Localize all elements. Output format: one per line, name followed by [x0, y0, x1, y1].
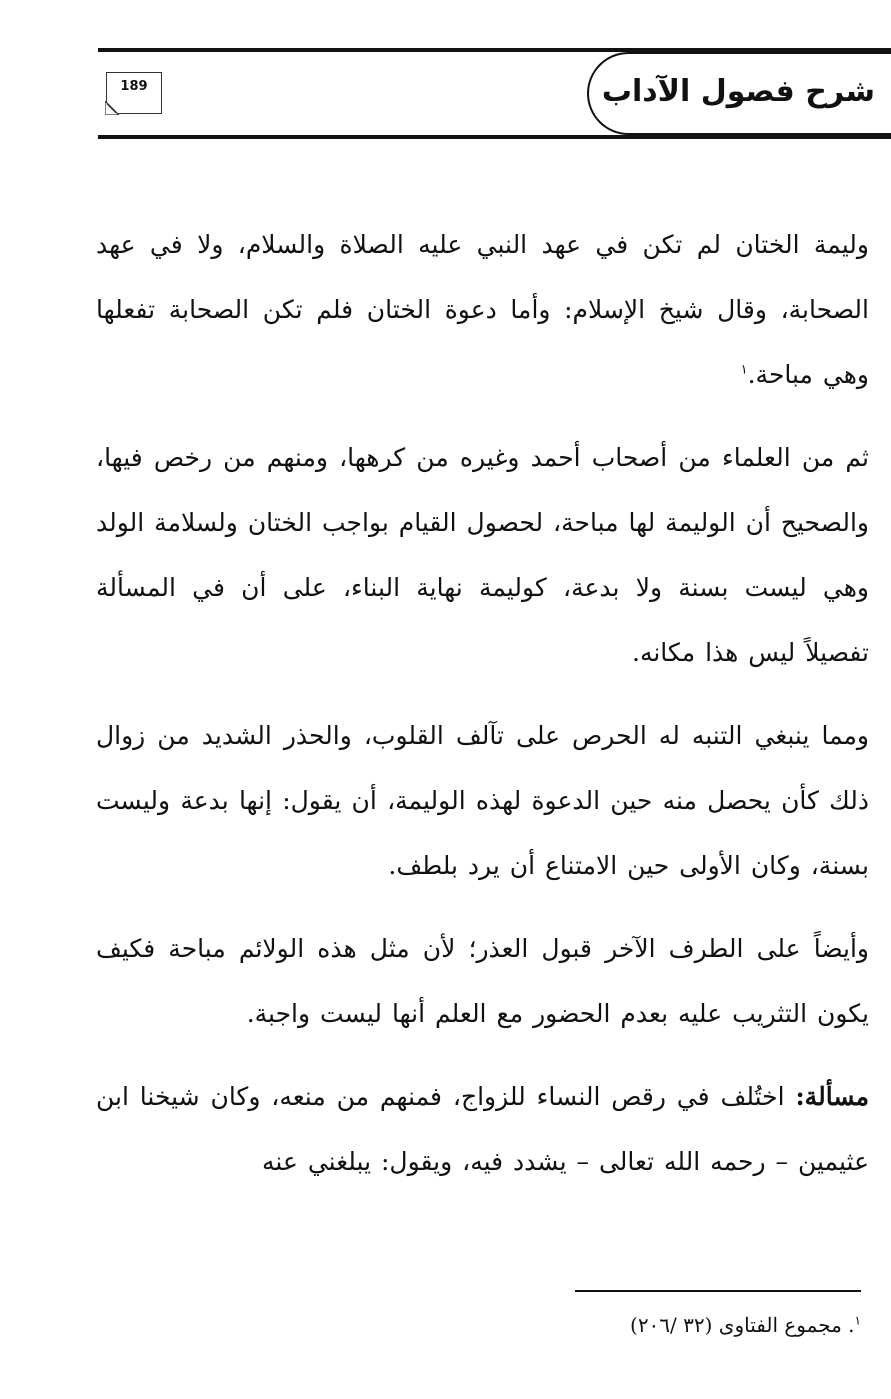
footnote-text: . مجموع الفتاوى (٣٢ /٢٠٦) [630, 1313, 855, 1337]
paragraph-text: وليمة الختان لم تكن في عهد النبي عليه الصلاة والسلام، ولا في عهد الصحابة، وقال شيخ الإسلام: وأما دعوة الختان فلم تكن الصحابة تفعلها وهي مباحة. [96, 230, 869, 389]
footnote-marker: ١ [740, 362, 748, 378]
paragraph-text: ومما ينبغي التنبه له الحرص على تآلف القلوب، والحذر الشديد من زوال ذلك كأن يحصل منه حين الدعوة لهذه الوليمة، أن يقول: إنها بدعة وليست بسنة، وكان الأولى حين الامتناع أن يرد بلطف. [96, 721, 869, 880]
header-bottom-rule [98, 135, 891, 139]
footnote [630, 1313, 861, 1337]
footnote-divider [575, 1290, 861, 1292]
page-header [98, 48, 891, 143]
page-curl-icon [105, 101, 119, 115]
page-body [96, 212, 869, 1194]
book-title: شرح فصول الآداب [601, 74, 875, 109]
paragraph-text: وأيضاً على الطرف الآخر قبول العذر؛ لأن مثل هذه الولائم مباحة فكيف يكون التثريب عليه بعدم الحضور مع العلم أنها ليست واجبة. [96, 934, 869, 1028]
footnote-number: ١ [854, 1313, 861, 1328]
page-number: 189 [120, 79, 148, 94]
paragraph-hearts-harmony [96, 703, 869, 898]
paragraph-masala [96, 1064, 869, 1194]
book-title-frame [587, 52, 891, 135]
paragraph-accept-excuse [96, 916, 869, 1046]
paragraph-walimat-khitan [96, 212, 869, 407]
paragraph-text: اختُلف في رقص النساء للزواج، فمنهم من منعه، وكان شيخنا ابن عثيمين – رحمه الله تعالى – يشدد فيه، ويقول: يبلغني عنه [96, 1082, 869, 1176]
paragraph-scholars-opinion [96, 425, 869, 685]
masala-term: مسألة: [795, 1082, 870, 1111]
paragraph-text: ثم من العلماء من أصحاب أحمد وغيره من كرهها، ومنهم من رخص فيها، والصحيح أن الوليمة لها مباحة، لحصول القيام بواجب الختان ولسلامة الولد وهي ليست بسنة ولا بدعة، كوليمة نهاية البناء، على أن في المسألة تفصيلاً ليس هذا مكانه. [96, 443, 869, 667]
page-number-box [106, 72, 162, 114]
